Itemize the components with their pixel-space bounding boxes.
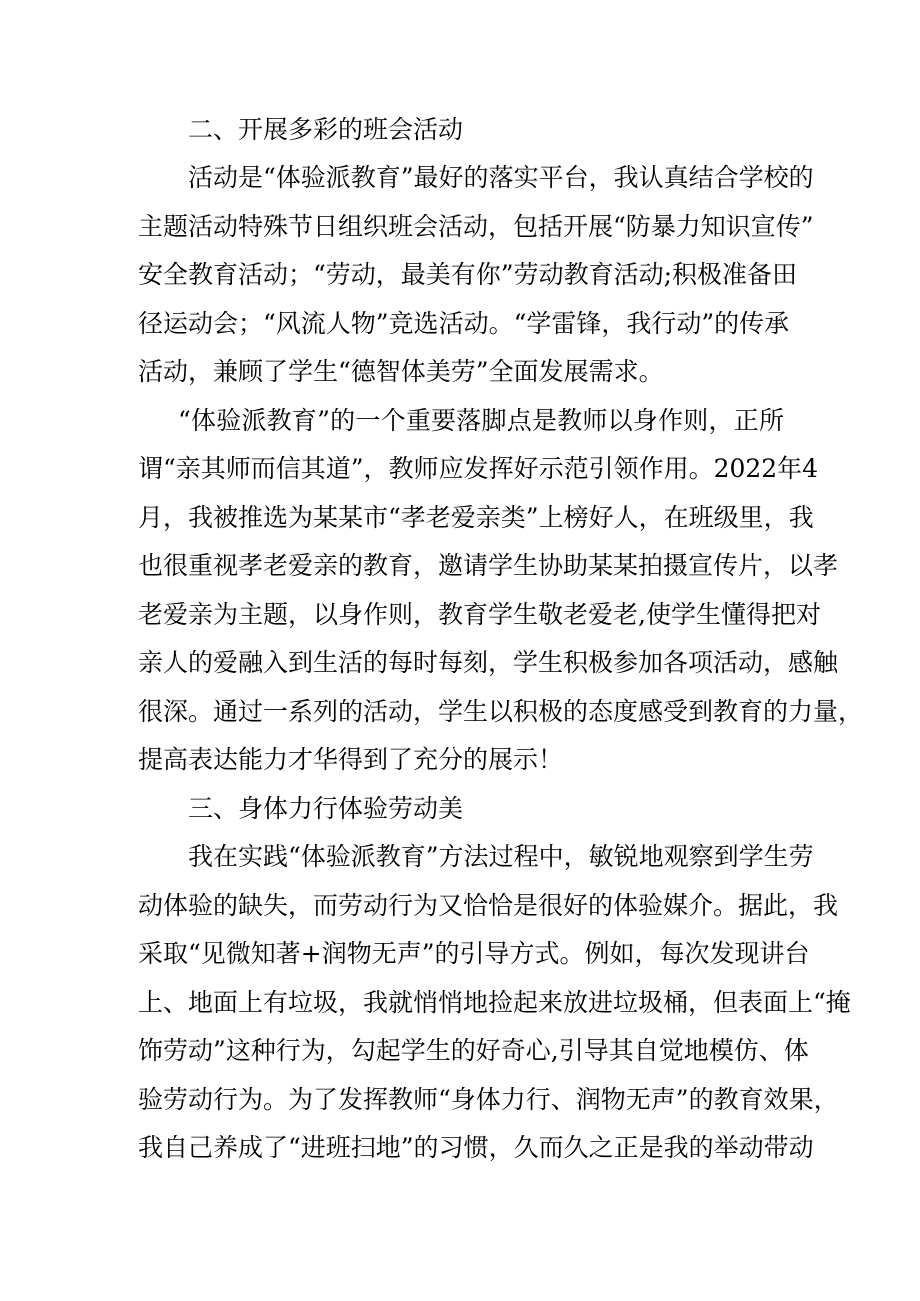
- paragraph-line: 我自己养成了“进班扫地”的习惯，久而久之正是我的举动带动: [138, 1133, 814, 1162]
- paragraph-line: 活动是“体验派教育”最好的落实平台，我认真结合学校的: [188, 163, 814, 192]
- paragraph-line: 也很重视孝老爱亲的教育，邀请学生协助某某拍摄宣传片，以孝: [138, 551, 839, 580]
- paragraph-line: 饰劳动”这种行为，勾起学生的好奇心,引导其自觉地模仿、体: [138, 1036, 809, 1065]
- paragraph-line: 老爱亲为主题，以身作则，教育学生敬老爱老,使学生懂得把对: [138, 600, 821, 629]
- paragraph-line: 采取“见微知著+润物无声”的引导方式。例如，每次发现讲台: [138, 939, 810, 968]
- paragraph-line: 安全教育活动；“劳动，最美有你”劳动教育活动;积极准备田: [138, 260, 797, 289]
- section-heading-2: 二、开展多彩的班会活动: [188, 115, 464, 144]
- paragraph-line: 很深。通过一系列的活动，学生以积极的态度感受到教育的力量，: [138, 697, 864, 726]
- paragraph-line: 提高表达能力才华得到了充分的展示！: [138, 745, 564, 774]
- paragraph-line: 验劳动行为。为了发挥教师“身体力行、润物无声”的教育效果，: [138, 1085, 839, 1114]
- paragraph-line: 主题活动特殊节日组织班会活动，包括开展“防暴力知识宣传”: [138, 212, 814, 241]
- paragraph-line: 上、地面上有垃圾，我就悄悄地捡起来放进垃圾桶，但表面上“掩: [138, 988, 851, 1017]
- paragraph-line: 月，我被推选为某某市“孝老爱亲类”上榜好人，在班级里，我: [138, 503, 814, 532]
- paragraph-line: 亲人的爱融入到生活的每时每刻，学生积极参加各项活动，感触: [138, 648, 839, 677]
- paragraph-line: 径运动会；“风流人物”竞选活动。“学雷锋，我行动”的传承: [138, 309, 790, 338]
- paragraph-line: 我在实践“体验派教育”方法过程中，敏锐地观察到学生劳: [188, 842, 814, 871]
- paragraph-line: “体验派教育”的一个重要落脚点是教师以身作则，正所: [178, 406, 784, 435]
- section-heading-3: 三、身体力行体验劳动美: [188, 794, 464, 823]
- paragraph-line: 谓“亲其师而信其道”，教师应发挥好示范引领作用。2022年4: [138, 454, 819, 483]
- paragraph-line: 活动，兼顾了学生“德智体美劳”全面发展需求。: [138, 357, 664, 386]
- paragraph-line: 动体验的缺失，而劳动行为又恰恰是很好的体验媒介。据此，我: [138, 891, 839, 920]
